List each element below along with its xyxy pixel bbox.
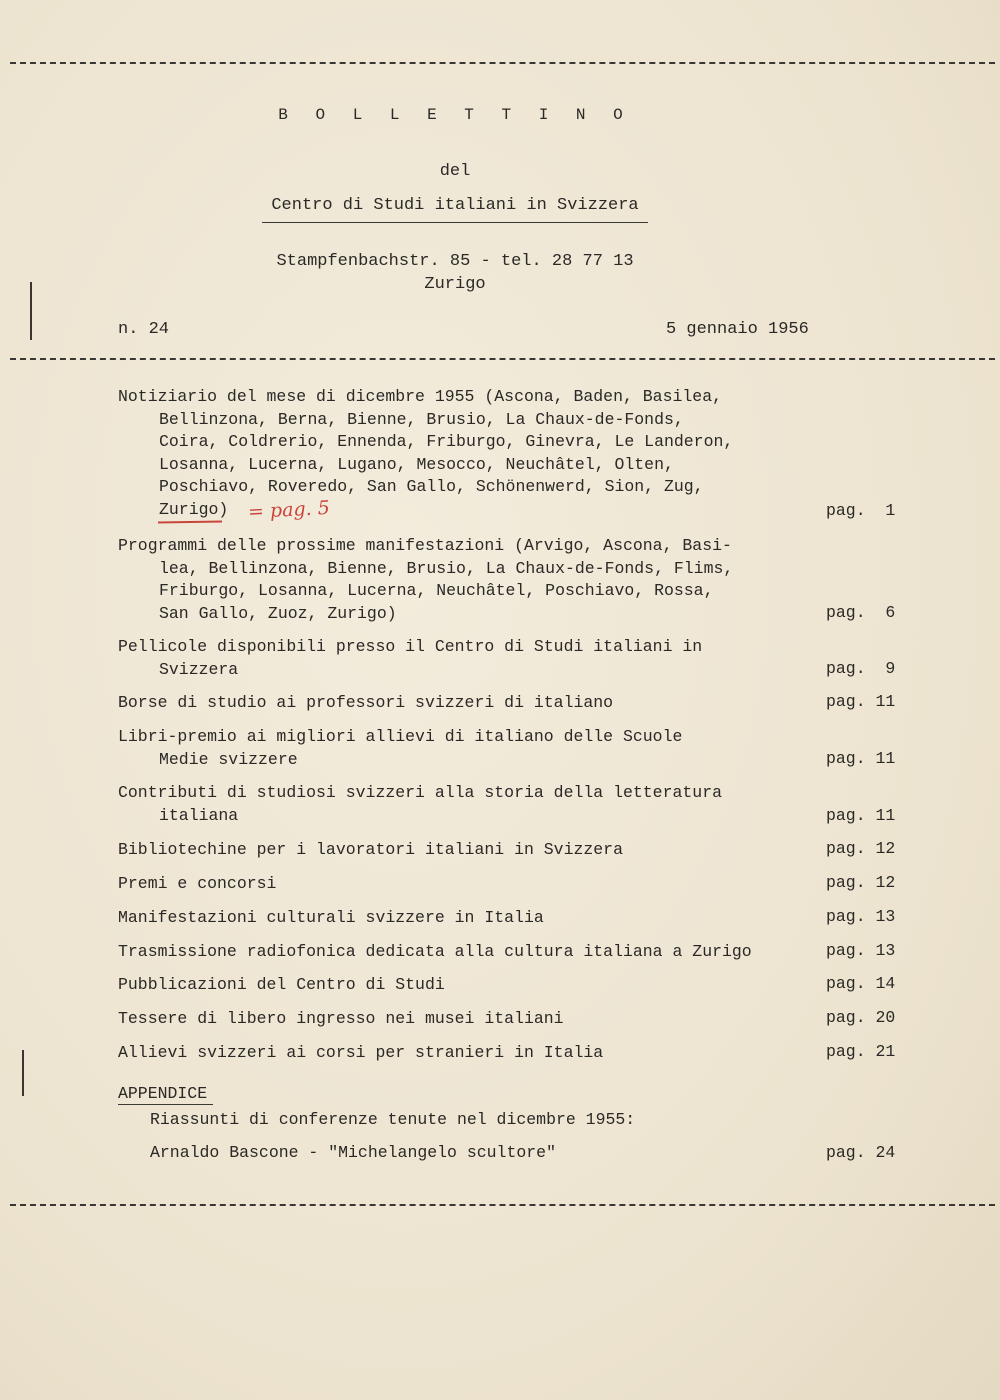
title-preposition: del	[439, 162, 471, 181]
toc-line: lea, Bellinzona, Bienne, Brusio, La Chaux-de-Fonds, Flims,	[159, 558, 734, 578]
issue-date: 5 gennaio 1956	[666, 320, 809, 339]
bulletin-title: B O L L E T T I N O	[278, 106, 632, 124]
toc-entry-3	[118, 636, 818, 681]
institution-underline	[262, 222, 648, 223]
appendix-item: Arnaldo Bascone - "Michelangelo scultore"	[150, 1143, 556, 1162]
institution-name: Centro di Studi italiani in Svizzera	[271, 196, 639, 215]
toc-line: Pellicole disponibili presso il Centro di Studi italiani in	[118, 637, 703, 656]
toc-line: San Gallo, Zuoz, Zurigo)	[159, 603, 397, 623]
toc-page-7: pag. 12	[826, 839, 896, 858]
toc-line: Allievi svizzeri ai corsi per stranieri in Italia	[118, 1043, 604, 1062]
address-line: Stampfenbachstr. 85 - tel. 28 77 13	[276, 252, 634, 271]
top-divider	[10, 62, 995, 64]
toc-page-5: pag. 11	[826, 749, 896, 768]
toc-entry-4	[118, 692, 818, 715]
toc-line: Medie svizzere	[159, 749, 298, 769]
handwritten-note: = pag. 5	[247, 496, 331, 524]
toc-entry-9	[118, 907, 818, 930]
toc-line: Contributi di studiosi svizzeri alla storia della letteratura	[118, 783, 722, 802]
toc-entry-2	[118, 535, 818, 625]
toc-line: Coira, Coldrerio, Ennenda, Friburgo, Ginevra, Le Landeron,	[159, 432, 734, 451]
toc-line: Premi e concorsi	[118, 874, 277, 893]
toc-line: Poschiavo, Roveredo, San Gallo, Schönenwerd, Sion, Zug,	[159, 477, 704, 496]
toc-entry-12	[118, 1008, 818, 1031]
toc-page-9: pag. 13	[826, 907, 896, 926]
margin-mark	[30, 282, 32, 340]
toc-entry-8	[118, 873, 818, 896]
toc-line: Tessere di libero ingresso nei musei italiani	[118, 1009, 564, 1028]
toc-entry-13	[118, 1042, 818, 1065]
toc-line: Manifestazioni culturali svizzere in Italia	[118, 908, 544, 927]
toc-line: Zurigo)	[159, 499, 229, 519]
appendix-underline	[118, 1104, 213, 1105]
toc-line: Losanna, Lucerna, Lugano, Mesocco, Neuchâtel, Olten,	[159, 454, 674, 474]
toc-page-4: pag. 11	[826, 692, 896, 711]
toc-entry-6	[118, 782, 818, 827]
toc-page-11: pag. 14	[826, 974, 896, 993]
toc-line: Friburgo, Losanna, Lucerna, Neuchâtel, Poschiavo, Rossa,	[159, 581, 714, 600]
toc-line: Svizzera	[159, 659, 239, 679]
toc-line: Pubblicazioni del Centro di Studi	[118, 975, 445, 994]
toc-page-13: pag. 21	[826, 1042, 896, 1061]
toc-page-2: pag. 6	[826, 603, 896, 622]
bottom-divider	[10, 1204, 995, 1206]
margin-mark	[22, 1050, 24, 1096]
toc-page-3: pag. 9	[826, 659, 896, 678]
toc-page-12: pag. 20	[826, 1008, 896, 1027]
toc-entry-11	[118, 974, 818, 997]
toc-entry-1	[118, 386, 818, 524]
appendix-heading: APPENDICE	[118, 1084, 208, 1103]
toc-line: Bellinzona, Berna, Bienne, Brusio, La Chaux-de-Fonds,	[159, 409, 684, 429]
toc-page-1: pag. 1	[826, 501, 896, 520]
city-line: Zurigo	[424, 275, 486, 294]
toc-page-8: pag. 12	[826, 873, 896, 892]
toc-line: Borse di studio ai professori svizzeri di italiano	[118, 693, 614, 712]
appendix-subheading: Riassunti di conferenze tenute nel dicembre 1955:	[150, 1110, 636, 1129]
toc-page-10: pag. 13	[826, 941, 896, 960]
toc-entry-10	[118, 941, 828, 964]
header-divider	[10, 358, 995, 360]
toc-entry-5	[118, 726, 818, 771]
toc-line: Libri-premio ai migliori allievi di italiano delle Scuole	[118, 727, 683, 746]
appendix-page: pag. 24	[826, 1143, 896, 1162]
toc-line: Bibliotechine per i lavoratori italiani in Svizzera	[118, 840, 623, 859]
toc-entry-7	[118, 839, 818, 862]
toc-line: Trasmissione radiofonica dedicata alla cultura italiana a Zurigo	[118, 942, 752, 961]
toc-line: Programmi delle prossime manifestazioni (Arvigo, Ascona, Basi-	[118, 536, 732, 555]
toc-page-6: pag. 11	[826, 806, 896, 825]
toc-line: italiana	[159, 805, 239, 825]
toc-line: Notiziario del mese di dicembre 1955 (Ascona, Baden, Basilea,	[118, 387, 722, 406]
issue-number: n. 24	[118, 320, 170, 339]
